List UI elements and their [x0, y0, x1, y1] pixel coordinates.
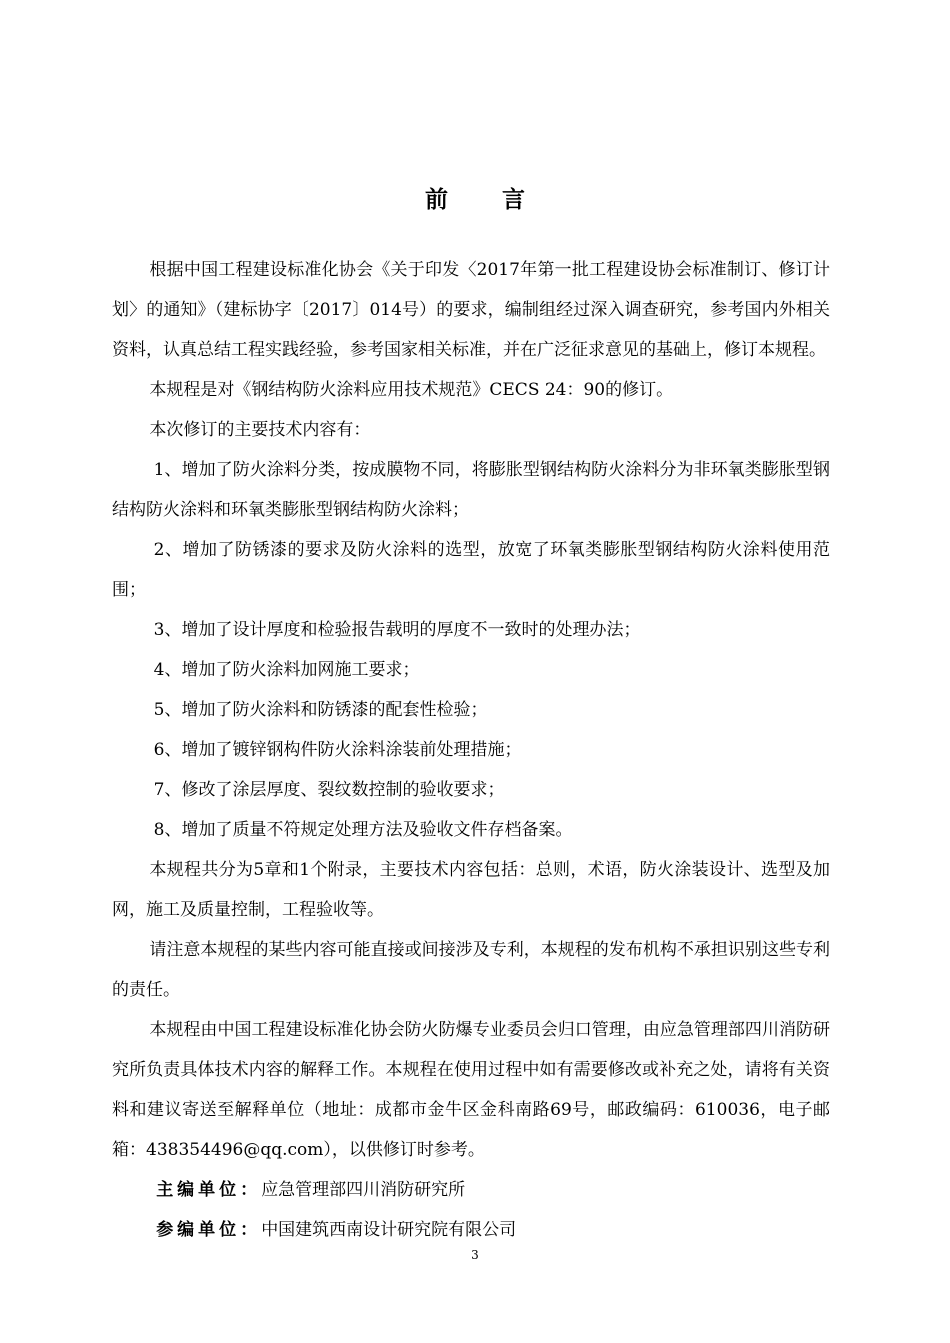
- chief-unit-label: 主编单位：: [156, 1180, 262, 1200]
- management-paragraph: 本规程由中国工程建设标准化协会防火防爆专业委员会归口管理，由应急管理部四川消防研究所负责具体技术内容的解释工作。本规程在使用过程中如有需要修改或补充之处，请将有关资料和建议寄送至解释单位（地址：成都市金牛区金科南路69号，邮政编码：610036，电子邮箱：438354496@qq.com），以供修订时参考。: [112, 1020, 830, 1160]
- list-item: 1、增加了防火涂料分类，按成膜物不同，将膨胀型钢结构防火涂料分为非环氧类膨胀型钢结构防火涂料和环氧类膨胀型钢结构防火涂料；: [112, 460, 830, 520]
- page-number: 3: [471, 1248, 479, 1262]
- participating-unit-value: 中国建筑西南设计研究院有限公司: [261, 1220, 517, 1240]
- list-item: 3、增加了设计厚度和检验报告载明的厚度不一致时的处理办法；: [153, 620, 641, 640]
- list-item: 6、增加了镀锌钢构件防火涂料涂装前处理措施；: [153, 740, 522, 760]
- list-item: 5、增加了防火涂料和防锈漆的配套性检验；: [153, 700, 488, 720]
- revision-statement: 本规程是对《钢结构防火涂料应用技术规范》CECS 24：90的修订。: [149, 380, 674, 400]
- list-item: 7、修改了涂层厚度、裂纹数控制的验收要求；: [153, 780, 505, 800]
- structure-paragraph: 本规程共分为5章和1个附录，主要技术内容包括：总则，术语，防火涂装设计、选型及加网，施工及质量控制，工程验收等。: [112, 860, 830, 920]
- participating-unit-line: [112, 1210, 830, 1250]
- revision-list-heading: 本次修订的主要技术内容有：: [149, 420, 371, 440]
- preface-body: [112, 250, 830, 1250]
- chief-unit-line: [112, 1170, 830, 1210]
- list-item: 8、增加了质量不符规定处理方法及验收文件存档备案。: [153, 820, 573, 840]
- chief-unit-value: 应急管理部四川消防研究所: [261, 1180, 466, 1200]
- page-title: 前言: [425, 187, 579, 213]
- participating-unit-label: 参编单位：: [156, 1220, 262, 1240]
- list-item: 2、增加了防锈漆的要求及防火涂料的选型，放宽了环氧类膨胀型钢结构防火涂料使用范围；: [112, 540, 830, 600]
- patent-notice: 请注意本规程的某些内容可能直接或间接涉及专利，本规程的发布机构不承担识别这些专利的责任。: [112, 940, 830, 1000]
- list-item: 4、增加了防火涂料加网施工要求；: [153, 660, 420, 680]
- intro-paragraph: 根据中国工程建设标准化协会《关于印发〈2017年第一批工程建设协会标准制订、修订计划〉的通知》（建标协字〔2017〕014号）的要求，编制组经过深入调查研究，参考国内外相关资料，认真总结工程实践经验，参考国家相关标准，并在广泛征求意见的基础上，修订本规程。: [112, 260, 830, 360]
